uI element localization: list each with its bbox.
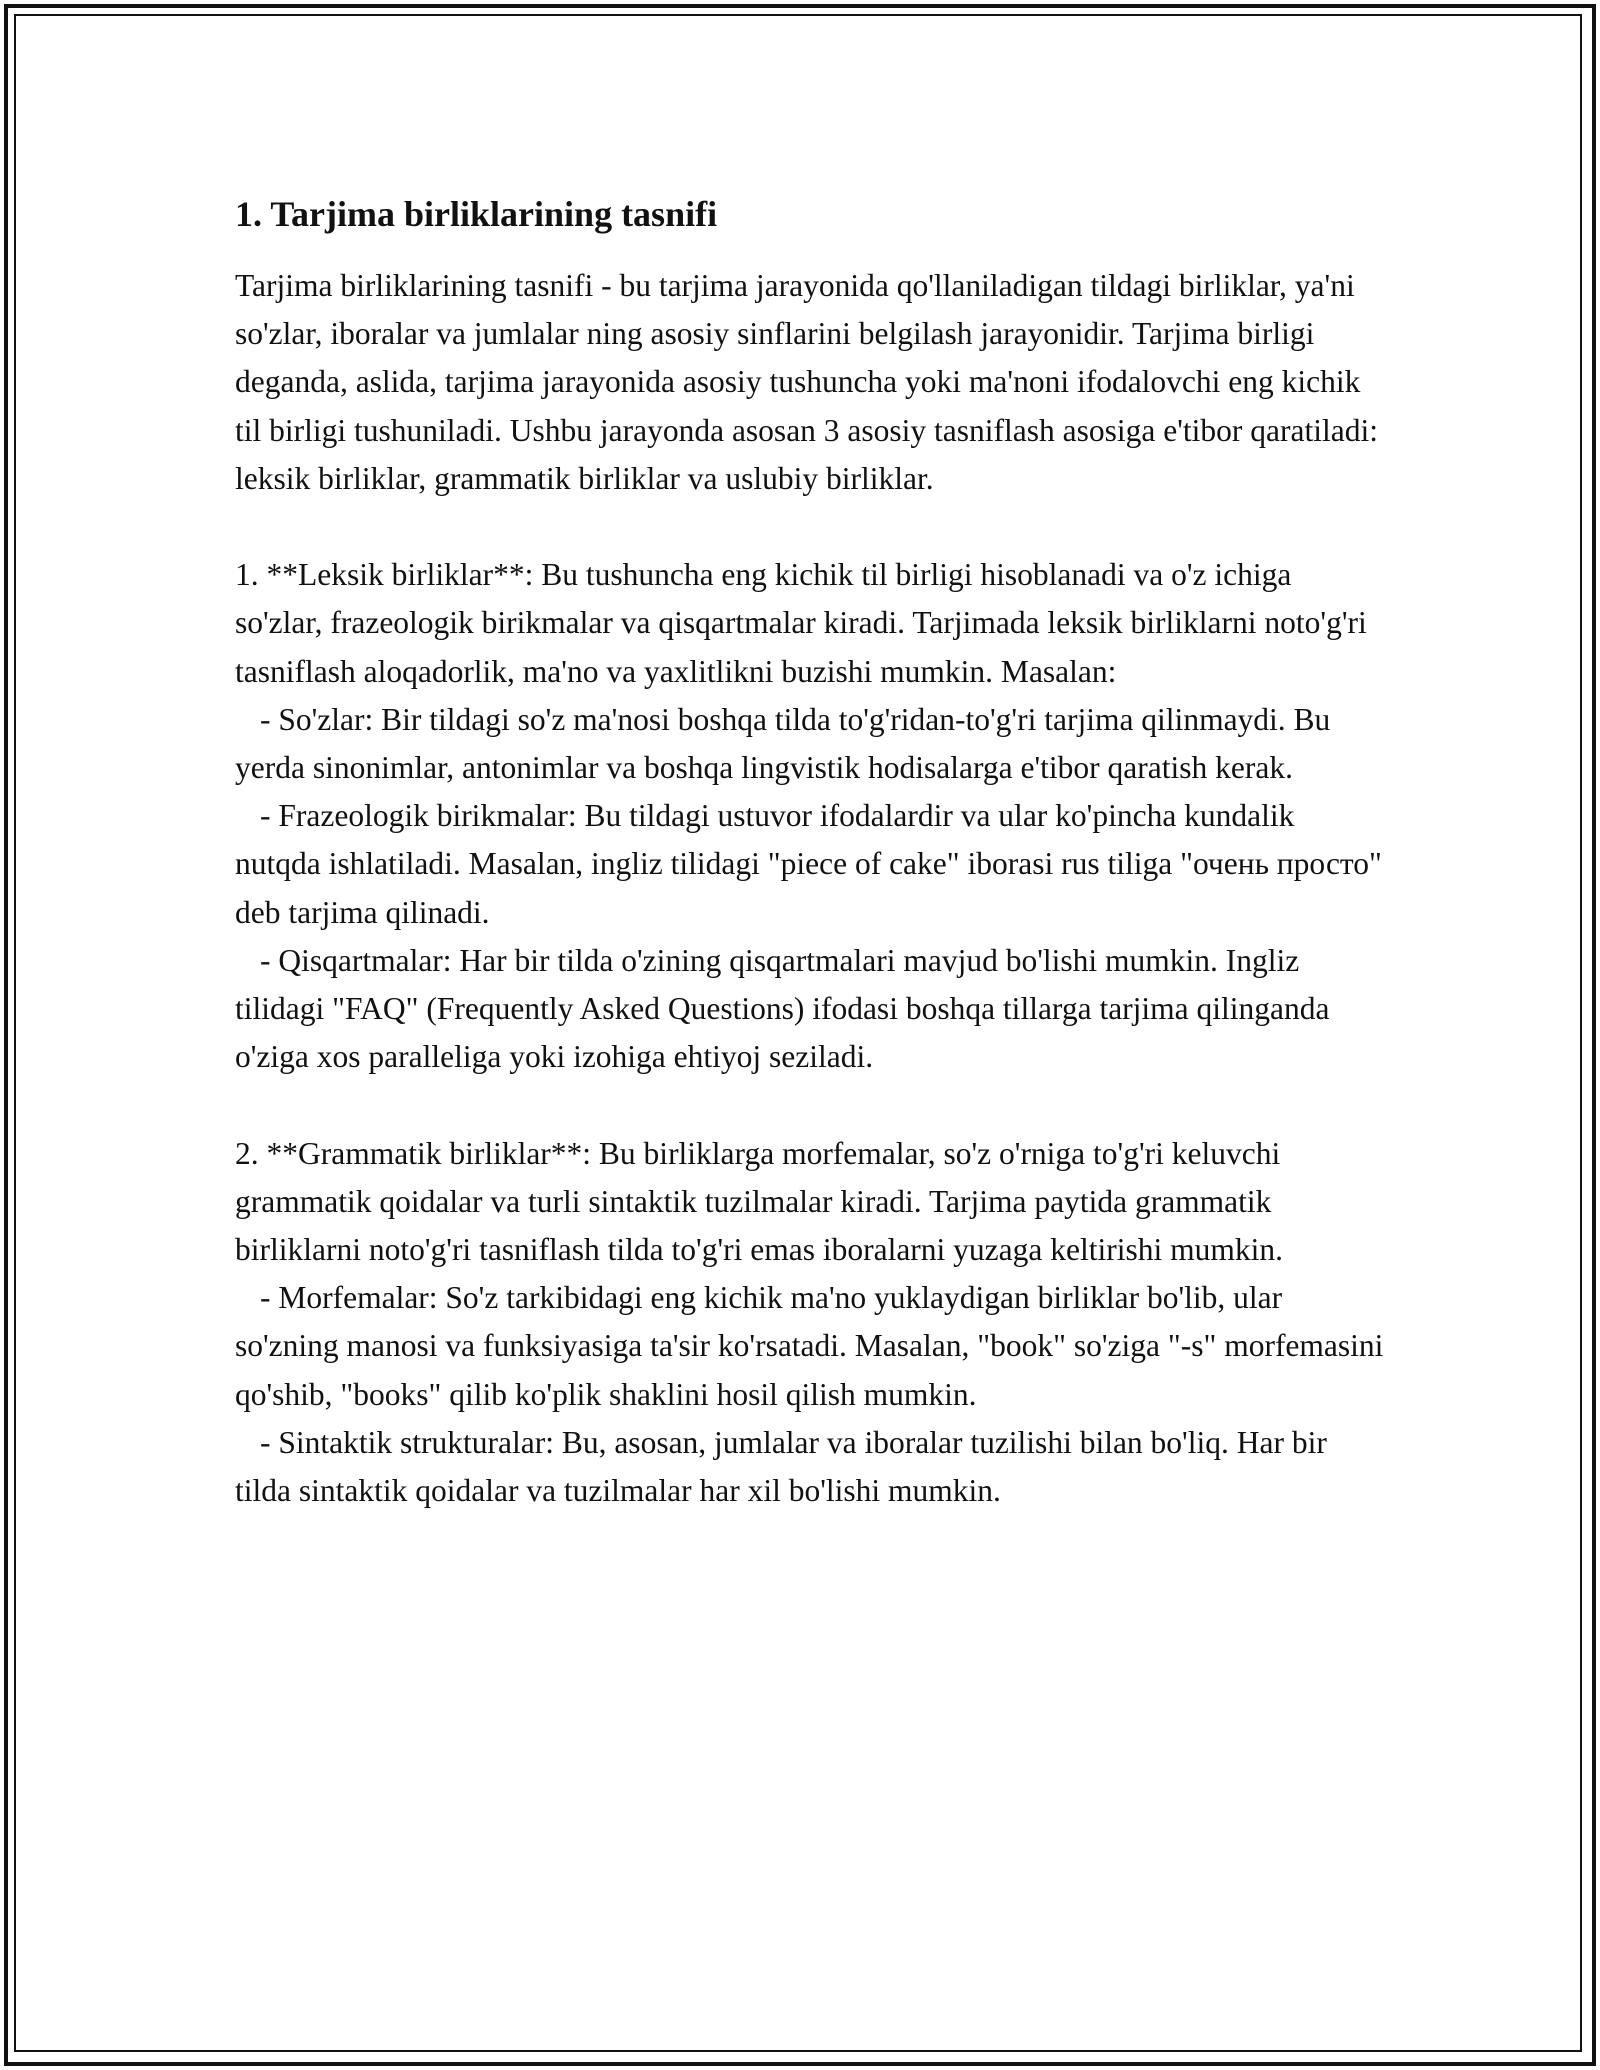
paragraph-spacer (235, 1081, 1385, 1129)
lexical-item-abbreviations: - Qisqartmalar: Har bir tilda o'zining qisqartmalari mavjud bo'lishi mumkin. Ingliz tilidagi "FAQ" (Frequently Asked Questions) ifodasi boshqa tillarga tarjima qilinganda o'ziga xos paralleliga yoki izohiga ehtiyoj seziladi. (235, 942, 1330, 1075)
grammatical-units-paragraph: 2. **Grammatik birliklar**: Bu birliklarga morfemalar, so'z o'rniga to'g'ri keluvchi grammatik qoidalar va turli sintaktik tuzilmalar kiradi. Tarjima paytida grammatik birliklarni noto'g'ri tasniflash tilda to'g'ri emas iboralarni yuzaga keltirishi mumkin. (235, 1135, 1283, 1268)
lexical-item-phraseology: - Frazeologik birikmalar: Bu tildagi ustuvor ifodalardir va ular ko'pincha kundalik nutqda ishlatiladi. Masalan, ingliz tilidagi "piece of cake" iborasi rus tiliga "очень просто" deb tarjima qilinadi. (235, 798, 1382, 930)
grammatical-item-syntax: - Sintaktik strukturalar: Bu, asosan, jumlalar va iboralar tuzilishi bilan bo'liq. Har bir tilda sintaktik qoidalar va tuzilmalar har xil bo'lishi mumkin. (235, 1424, 1327, 1509)
paragraph-spacer (235, 503, 1385, 551)
lexical-units-paragraph: 1. **Leksik birliklar**: Bu tushuncha eng kichik til birligi hisoblanadi va o'z ichiga so'zlar, frazeologik birikmalar va qisqartmalar kiradi. Tarjimada leksik birliklarni noto'g'ri tasniflash aloqadorlik, ma'no va yaxlitlikni buzishi mumkin. Masalan: (235, 557, 1367, 689)
section-heading: 1. Tarjima birliklarining tasnifi (235, 194, 718, 234)
document-body (235, 188, 1385, 1515)
lexical-item-words: - So'zlar: Bir tildagi so'z ma'nosi boshqa tilda to'g'ridan-to'g'ri tarjima qilinmaydi. Bu yerda sinonimlar, antonimlar va boshqa lingvistik hodisalarga e'tibor qaratish kerak. (235, 701, 1331, 786)
grammatical-item-morphemes: - Morfemalar: So'z tarkibidagi eng kichik ma'no yuklaydigan birliklar bo'lib, ular so'zning manosi va funksiyasiga ta'sir ko'rsatadi. Masalan, "book" so'ziga "-s" morfemasini qo'shib, "books" qilib ko'plik shaklini hosil qilish mumkin. (235, 1280, 1384, 1412)
intro-paragraph: Tarjima birliklarining tasnifi - bu tarjima jarayonida qo'llaniladigan tildagi birliklar, ya'ni so'zlar, iboralar va jumlalar ning asosiy sinflarini belgilash jarayonidir. Tarjima birligi deganda, aslida, tarjima jarayonida asosiy tushuncha yoki ma'noni ifodalovchi eng kichik til birligi tushuniladi. Ushbu jarayonda asosan 3 asosiy tasniflash asosiga e'tibor qaratiladi: leksik birliklar, grammatik birliklar va uslubiy birliklar. (235, 268, 1378, 496)
